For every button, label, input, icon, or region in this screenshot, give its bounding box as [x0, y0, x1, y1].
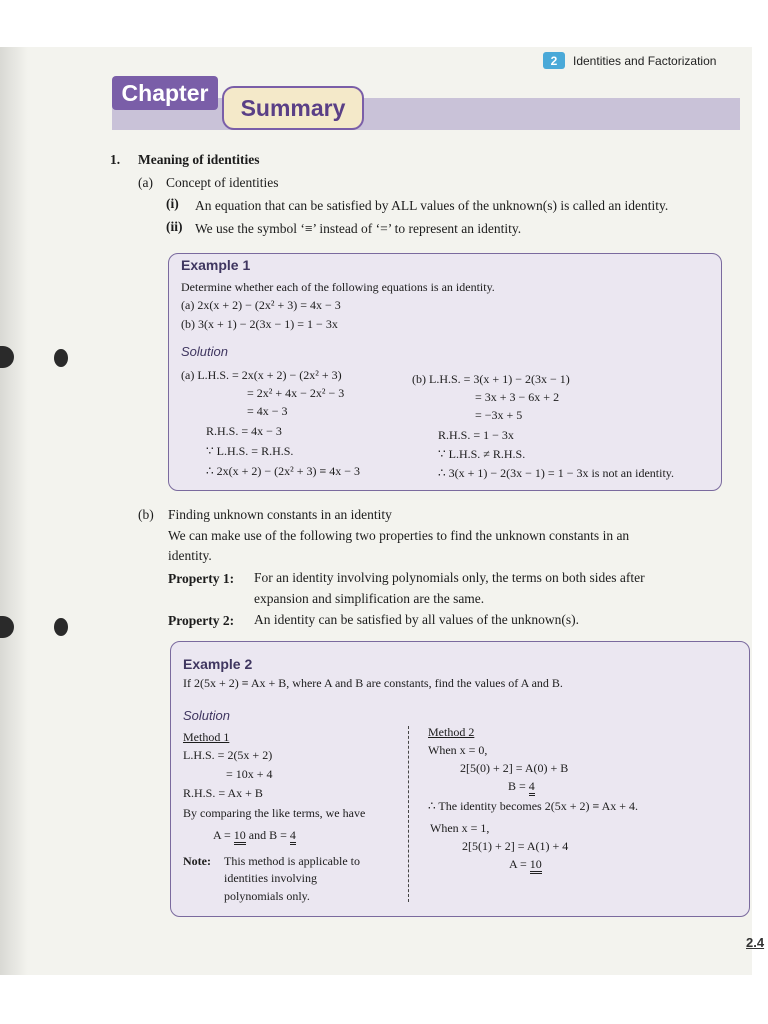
summary-badge: Summary: [222, 86, 364, 130]
example-1-question-a: (a) 2x(x + 2) − (2x² + 3) = 4x − 3: [181, 298, 341, 312]
chapter-badge: Chapter: [112, 76, 218, 110]
method-2-line: 2[5(0) + 2] = A(0) + B: [460, 761, 569, 775]
property-2-text: An identity can be satisfied by all values of the unknown(s).: [254, 612, 580, 627]
result-text: A =: [509, 857, 530, 871]
section-number: 1.: [110, 152, 121, 167]
result-text: B =: [508, 779, 529, 793]
answer-a: 10: [234, 828, 246, 845]
punch-hole-top: [54, 349, 68, 367]
item-ii-text: We use the symbol ‘≡’ instead of ‘=’ to represent an identity.: [195, 221, 522, 236]
note-label: Note:: [183, 854, 211, 868]
item-i-text: An equation that can be satisfied by ALL values of the unknown(s) is called an identity.: [195, 198, 669, 213]
page-number: 2.4: [746, 935, 765, 950]
answer-a: 10: [530, 857, 542, 874]
method-2-title: Method 2: [428, 725, 475, 739]
method-2-a-result: [509, 857, 542, 872]
sub-b-label: (b): [138, 507, 154, 522]
example-2-title: Example 2: [183, 656, 253, 672]
ex1-b-line: R.H.S. = 1 − 3x: [438, 428, 514, 442]
method-2-line: When x = 1,: [430, 821, 490, 835]
chapter-title: Identities and Factorization: [573, 53, 717, 68]
ex1-a-line: R.H.S. = 4x − 3: [206, 424, 282, 438]
item-ii-label: (ii): [166, 219, 183, 234]
method-1-line: L.H.S. = 2(5x + 2): [183, 748, 273, 762]
ex1-b-line: = −3x + 5: [475, 408, 523, 422]
property-2-label: Property 2:: [168, 613, 235, 628]
running-header: [543, 52, 716, 69]
result-text: A =: [213, 828, 234, 842]
item-i-label: (i): [166, 196, 179, 211]
method-2-b-result: [508, 779, 535, 794]
section-title: Meaning of identities: [138, 152, 260, 167]
punch-hole-bottom: [54, 618, 68, 636]
binder-shadow: [0, 47, 28, 975]
note-line: polynomials only.: [224, 889, 310, 903]
example-1-prompt: Determine whether each of the following equations is an identity.: [181, 280, 495, 294]
method-1-result: [213, 828, 296, 843]
answer-b: 4: [529, 779, 535, 796]
example-2-solution-label: Solution: [183, 708, 230, 723]
method-1-line: R.H.S. = Ax + B: [183, 786, 263, 800]
method-2-line: ∴ The identity becomes 2(5x + 2) ≡ Ax + 4.: [428, 799, 639, 813]
chapter-number: 2: [543, 52, 565, 69]
ex1-a-line: ∵ L.H.S. = R.H.S.: [206, 444, 294, 458]
method-2-line: 2[5(1) + 2] = A(1) + 4: [462, 839, 569, 853]
ex1-b-line: ∴ 3(x + 1) − 2(3x − 1) = 1 − 3x is not an identity.: [438, 466, 675, 480]
property-1-text: For an identity involving polynomials only, the terms on both sides after: [254, 570, 645, 585]
ex1-a-line: (a) L.H.S. = 2x(x + 2) − (2x² + 3): [181, 368, 342, 382]
ex1-a-line: = 2x² + 4x − 2x² − 3: [247, 386, 345, 400]
example-2-prompt: If 2(5x + 2) ≡ Ax + B, where A and B are constants, find the values of A and B.: [183, 676, 563, 690]
method-divider: [408, 726, 409, 902]
ex1-b-line: (b) L.H.S. = 3(x + 1) − 2(3x − 1): [412, 372, 570, 386]
ex1-a-line: ∴ 2x(x + 2) − (2x² + 3) ≡ 4x − 3: [206, 464, 361, 478]
example-1-solution-label: Solution: [181, 344, 228, 359]
sub-b-intro: We can make use of the following two properties to find the unknown constants in an: [168, 528, 630, 543]
ex1-a-line: = 4x − 3: [247, 404, 288, 418]
sub-a-title: Concept of identities: [166, 175, 279, 190]
answer-b: 4: [290, 828, 296, 845]
note-line: identities involving: [224, 871, 317, 885]
method-1-line: By comparing the like terms, we have: [183, 806, 366, 820]
property-1-text: expansion and simplification are the same.: [254, 591, 485, 606]
sub-b-intro: identity.: [168, 548, 212, 563]
ex1-b-line: = 3x + 3 − 6x + 2: [475, 390, 560, 404]
example-1-question-b: (b) 3(x + 1) − 2(3x − 1) = 1 − 3x: [181, 317, 338, 331]
sub-b-title: Finding unknown constants in an identity: [168, 507, 392, 522]
method-1-line: = 10x + 4: [226, 767, 273, 781]
method-1-title: Method 1: [183, 730, 230, 744]
note-line: This method is applicable to: [224, 854, 360, 868]
method-2-line: When x = 0,: [428, 743, 488, 757]
sub-a-label: (a): [138, 175, 153, 190]
property-1-label: Property 1:: [168, 571, 235, 586]
ex1-b-line: ∵ L.H.S. ≠ R.H.S.: [438, 447, 526, 461]
example-1-title: Example 1: [181, 257, 251, 273]
result-text: and B =: [245, 828, 290, 842]
